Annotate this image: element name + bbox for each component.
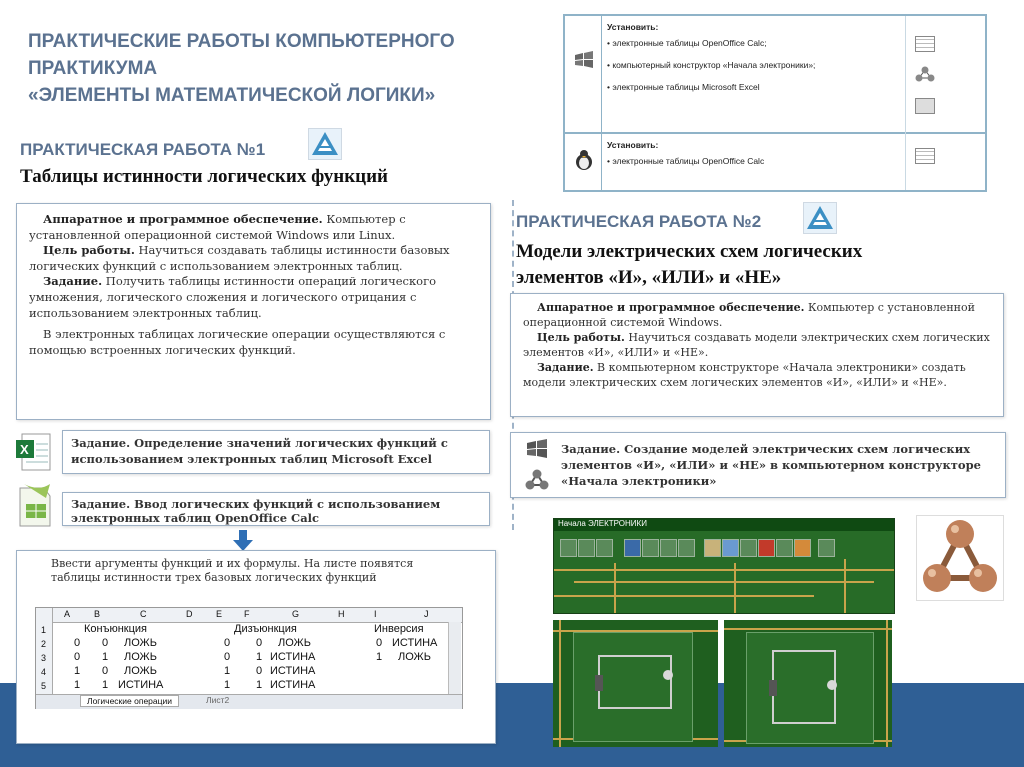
- title-line-2: ПРАКТИКУМА: [28, 58, 158, 79]
- circuit-board-left: [553, 620, 718, 747]
- conj-r-3: ЛОЖЬ: [124, 665, 157, 677]
- windows-flag-icon: [525, 439, 549, 464]
- toolbar-button[interactable]: [776, 539, 793, 557]
- disj-a-2: 0: [224, 651, 231, 663]
- sheet-tab-2[interactable]: Лист2: [206, 695, 230, 705]
- install-item-3: • электронные таблицы Microsoft Excel: [607, 82, 760, 92]
- col-B: B: [94, 609, 101, 619]
- disj-b-2: 1: [256, 651, 263, 663]
- install-heading-windows: Установить:: [607, 22, 659, 32]
- windows-icon: [573, 51, 595, 69]
- conj-b-2: 1: [102, 651, 109, 663]
- circuit-wire: [598, 655, 672, 709]
- excel-icon: [16, 432, 52, 472]
- openoffice-calc-icon: [16, 484, 54, 528]
- work1-subtitle: Таблицы истинности логических функций: [20, 166, 388, 187]
- app-toolbar: [560, 539, 860, 557]
- install-heading-linux: Установить:: [607, 140, 659, 150]
- spreadsheet: [35, 607, 463, 709]
- work2-subtitle-line2: элементов «И», «ИЛИ» и «НЕ»: [516, 267, 782, 288]
- disj-b-1: 0: [256, 637, 263, 649]
- disj-a-1: 0: [224, 637, 231, 649]
- toolbar-button[interactable]: [704, 539, 721, 557]
- circuit-board-right: [724, 620, 892, 747]
- toolbar-button[interactable]: [642, 539, 659, 557]
- work2-task-text: Задание. Создание моделей электрических схем логических элементов «И», «ИЛИ» и «НЕ» в компьютерном конструкторе «Начала электроники»: [561, 442, 981, 488]
- page-title: [28, 28, 508, 109]
- work1-p2: Цель работы. Научиться создавать таблицы истинности базовых логических функций с использованием электронных таблиц.: [29, 243, 450, 273]
- resistor: [595, 675, 603, 691]
- task-calc-box: [62, 492, 490, 526]
- col-F: F: [244, 609, 250, 619]
- triangle-logo-icon: [308, 128, 342, 160]
- work2-subtitle: [516, 239, 862, 291]
- toolbar-button[interactable]: [596, 539, 613, 557]
- work1-p1: Аппаратное и программное обеспечение. Компьютер с установленной операционной системой Windows или Linux.: [29, 212, 406, 242]
- svg-text:X: X: [20, 442, 29, 457]
- conj-a-2: 0: [74, 651, 81, 663]
- work2-subtitle-line1: Модели электрических схем логических: [516, 241, 863, 262]
- work2-description-box: [510, 293, 1004, 417]
- toolbar-button[interactable]: [624, 539, 641, 557]
- work1-p4: В электронных таблицах логические операции осуществляются с помощью встроенных логических функций.: [29, 327, 446, 357]
- title-line-3: «ЭЛЕМЕНТЫ МАТЕМАТИЧЕСКОЙ ЛОГИКИ»: [28, 85, 436, 106]
- install-item-linux: • электронные таблицы OpenOffice Calc: [607, 156, 765, 166]
- task-excel-box: [62, 430, 490, 474]
- inv-a-1: 0: [376, 637, 383, 649]
- molecule-large-icon: [916, 515, 1004, 601]
- result-text: Ввести аргументы функций и их формулы. На листе появятся таблицы истинности трех базовых логических функций: [51, 557, 414, 584]
- title-line-1: ПРАКТИЧЕСКИЕ РАБОТЫ КОМПЬЮТЕРНОГО: [28, 31, 455, 52]
- calc-small-icon: [915, 36, 935, 52]
- conj-a-4: 1: [74, 679, 81, 691]
- task-excel-text: Задание. Определение значений логических функций с использованием электронных таблиц Microsoft Excel: [71, 436, 448, 466]
- disj-r-2: ИСТИНА: [270, 651, 316, 663]
- linux-penguin-icon: [574, 149, 594, 171]
- col-J: J: [424, 609, 429, 619]
- work2-p1: Аппаратное и программное обеспечение. Компьютер с установленной операционной системой Windows.: [523, 301, 975, 329]
- toolbar-button[interactable]: [758, 539, 775, 557]
- col-D: D: [186, 609, 193, 619]
- col-G: G: [292, 609, 300, 619]
- row-num-4: 4: [41, 667, 47, 677]
- triangle-logo-icon-2: [803, 202, 837, 234]
- switch-2: [827, 680, 837, 690]
- col-H: H: [338, 609, 345, 619]
- inv-r-2: ЛОЖЬ: [398, 651, 431, 663]
- conj-r-4: ИСТИНА: [118, 679, 164, 691]
- toolbar-button[interactable]: [740, 539, 757, 557]
- app-title: Начала ЭЛЕКТРОНИКИ: [558, 519, 647, 528]
- disj-r-4: ИСТИНА: [270, 679, 316, 691]
- vertical-scrollbar[interactable]: [448, 622, 461, 694]
- inv-a-2: 1: [376, 651, 383, 663]
- conj-b-3: 0: [102, 665, 109, 677]
- calc-small-icon-linux: [915, 148, 935, 164]
- work2-label: ПРАКТИЧЕСКАЯ РАБОТА №2: [516, 212, 762, 231]
- toolbar-button[interactable]: [560, 539, 577, 557]
- switch: [663, 670, 673, 680]
- col-C: C: [140, 609, 147, 619]
- header-conjunction: Конъюнкция: [84, 623, 148, 635]
- work1-label: ПРАКТИЧЕСКАЯ РАБОТА №1: [20, 140, 266, 159]
- install-table: [563, 14, 987, 192]
- app-title-bar: [554, 519, 894, 531]
- col-A: A: [64, 609, 71, 619]
- conj-b-4: 1: [102, 679, 109, 691]
- install-item-2: • компьютерный конструктор «Начала электроники»;: [607, 60, 816, 70]
- resistor-2: [769, 680, 777, 696]
- conj-a-3: 1: [74, 665, 81, 677]
- sheet-tab-1[interactable]: Логические операции: [80, 695, 179, 707]
- conj-b-1: 0: [102, 637, 109, 649]
- conj-a-1: 0: [74, 637, 81, 649]
- row-num-5: 5: [41, 681, 47, 691]
- disj-a-3: 1: [224, 665, 231, 677]
- toolbar-button[interactable]: [660, 539, 677, 557]
- disj-r-1: ЛОЖЬ: [278, 637, 311, 649]
- molecule-small-icon: [915, 66, 935, 87]
- work2-task-box: [510, 432, 1006, 498]
- toolbar-button[interactable]: [794, 539, 811, 557]
- toolbar-button[interactable]: [678, 539, 695, 557]
- result-box: [16, 550, 496, 744]
- toolbar-button[interactable]: [578, 539, 595, 557]
- work2-p3: Задание. В компьютерном конструкторе «Начала электроники» создать модели электрических схем логических элементов «И», «ИЛИ» и «НЕ».: [523, 361, 966, 389]
- row-num-1: 1: [41, 625, 47, 635]
- toolbar-button[interactable]: [818, 539, 835, 557]
- install-item-1: • электронные таблицы OpenOffice Calc;: [607, 38, 767, 48]
- conj-r-1: ЛОЖЬ: [124, 637, 157, 649]
- disj-a-4: 1: [224, 679, 231, 691]
- circuit-wire-2: [772, 650, 836, 724]
- col-I: I: [374, 609, 377, 619]
- disj-r-3: ИСТИНА: [270, 665, 316, 677]
- electronics-app-window: [553, 518, 895, 614]
- row-num-2: 2: [41, 639, 47, 649]
- disj-b-4: 1: [256, 679, 263, 691]
- inv-r-1: ИСТИНА: [392, 637, 438, 649]
- header-inversion: Инверсия: [374, 623, 424, 635]
- molecule-icon: [525, 469, 549, 496]
- col-E: E: [216, 609, 223, 619]
- task-calc-text: Задание. Ввод логических функций с использованием электронных таблиц OpenOffice Calc: [71, 497, 441, 525]
- work1-p3: Задание. Получить таблицы истинности операций логического умножения, логического сложения и логического отрицания с использованием электронных таблиц.: [29, 274, 437, 320]
- toolbar-button[interactable]: [722, 539, 739, 557]
- work2-p2: Цель работы. Научиться создавать модели электрических схем логических элементов «И», «ИЛИ» и «НЕ».: [523, 331, 990, 359]
- conj-r-2: ЛОЖЬ: [124, 651, 157, 663]
- work1-description-box: [16, 203, 491, 420]
- excel-small-icon: [915, 98, 935, 114]
- row-num-3: 3: [41, 653, 47, 663]
- header-disjunction: Дизъюнкция: [234, 623, 297, 635]
- disj-b-3: 0: [256, 665, 263, 677]
